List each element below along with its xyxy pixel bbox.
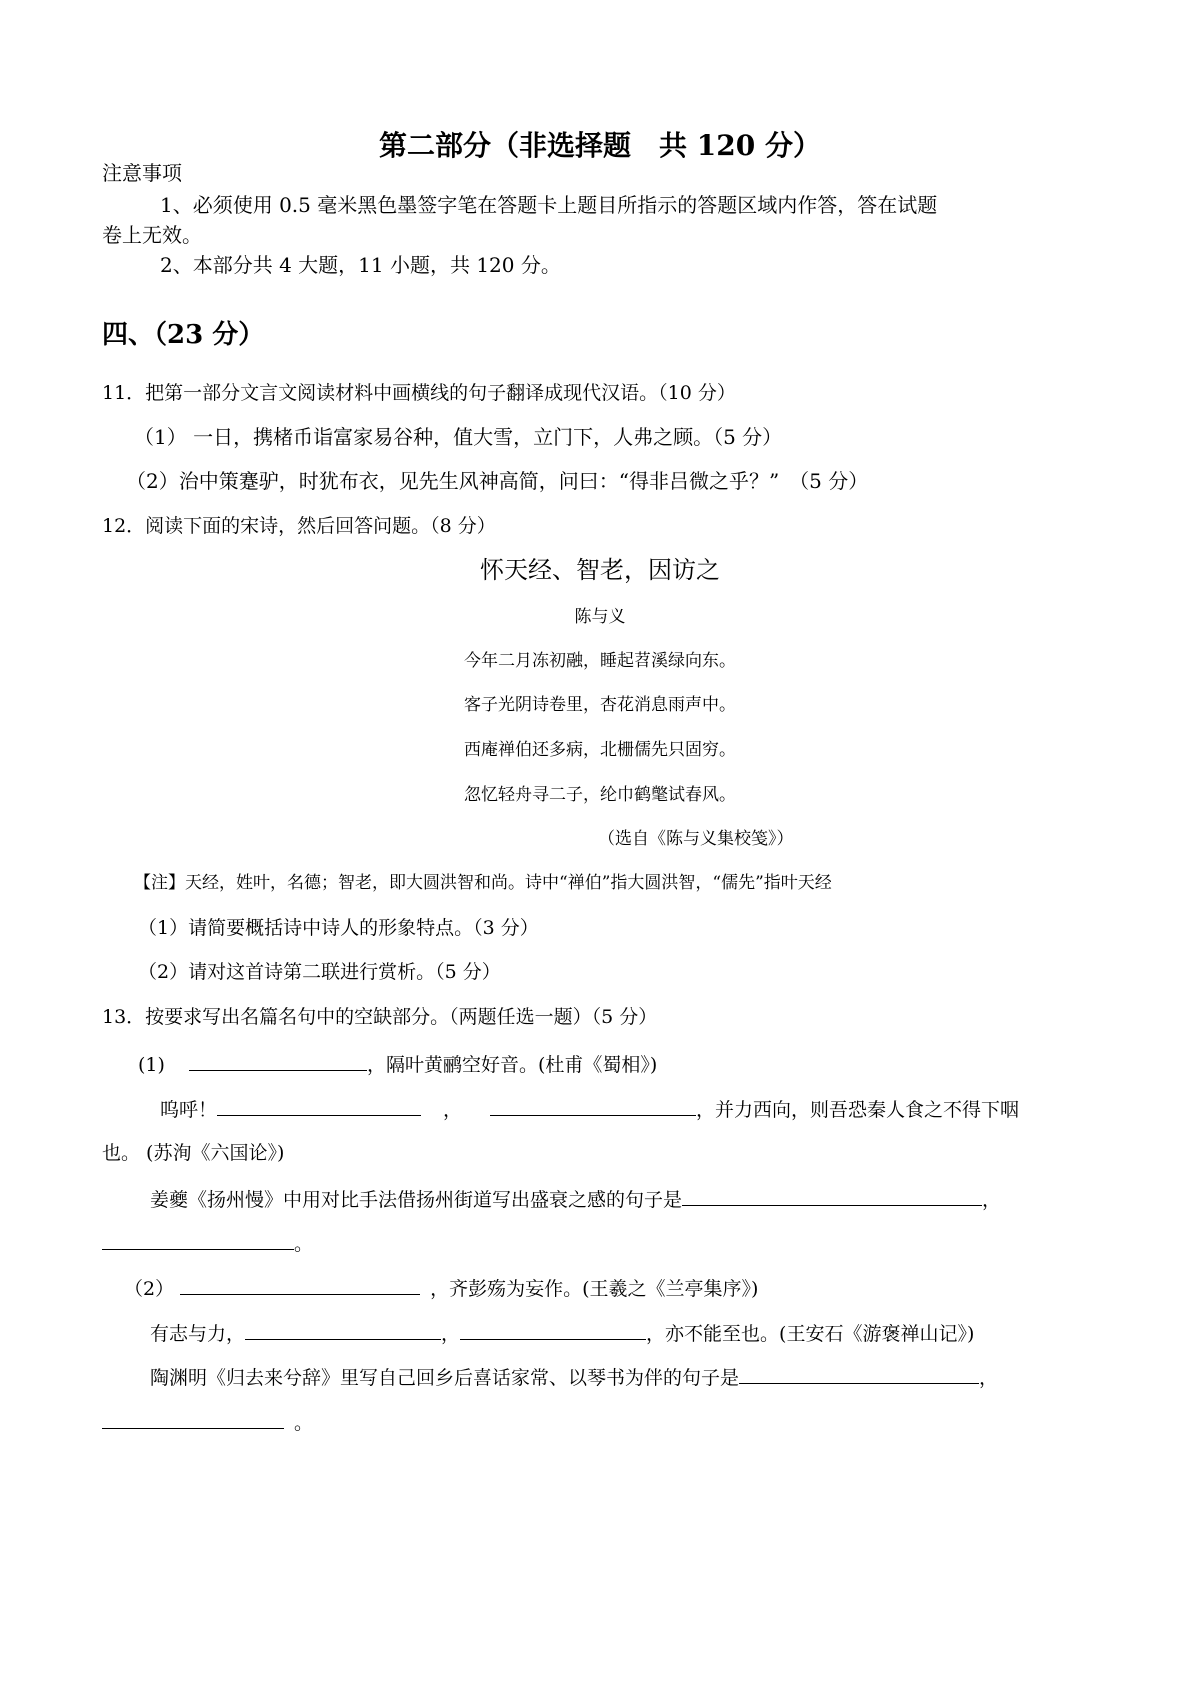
q12-sub-2: （2）请对这首诗第二联进行赏析。（5 分） <box>138 961 501 983</box>
line-text: ，隔叶黄鹂空好音。(杜甫《蜀相》) <box>366 1054 658 1076</box>
q11-item-2: （2）治中策蹇驴，时犹布衣，见先生风神高简，问曰：“得非吕微之乎？” （5 分） <box>126 469 869 493</box>
q13-part1-line-b <box>160 1095 1019 1123</box>
q13-part1-line-a <box>138 1050 657 1078</box>
notice-item-2: 2、本部分共 4 大题，11 小题，共 120 分。 <box>160 253 561 277</box>
line-text: ， <box>982 1189 1002 1211</box>
poem-title: 怀天经、智老，因访之 <box>480 556 720 584</box>
part-label: （2） <box>124 1278 175 1300</box>
answer-blank[interactable] <box>189 1050 367 1071</box>
q12-sub-1: （1）请简要概括诗中诗人的形象特点。（3 分） <box>138 917 539 939</box>
line-text: 陶渊明《归去来兮辞》里写自己回乡后喜话家常、以琴书为伴的句子是 <box>150 1367 740 1389</box>
q13-stem: 13．按要求写出名篇名句中的空缺部分。（两题任选一题）（5 分） <box>102 1006 658 1028</box>
q12-stem: 12．阅读下面的宋诗，然后回答问题。（8 分） <box>102 515 496 537</box>
line-text: 呜呼！ <box>160 1099 218 1121</box>
line-text: ，齐彭殇为妄作。(王羲之《兰亭集序》) <box>430 1278 759 1300</box>
q13-part1-line-c <box>150 1185 1001 1213</box>
poem-line: 西庵禅伯还多病，北栅儒先只固穷。 <box>464 740 736 760</box>
line-text: 。 <box>294 1233 314 1255</box>
poem-note: 【注】天经，姓叶，名德；智老，即大圆洪智和尚。诗中“禅伯”指大圆洪智，“儒先”指叶天经 <box>134 873 832 893</box>
line-text: ， <box>441 1323 461 1345</box>
answer-blank[interactable] <box>460 1319 646 1340</box>
q13-part1-line-b-cont: 也。 (苏洵《六国论》) <box>102 1142 285 1164</box>
line-text: 姜夔《扬州慢》中用对比手法借扬州街道写出盛衰之感的句子是 <box>150 1189 683 1211</box>
q13-part2-line-c <box>150 1363 998 1391</box>
q13-part2-line-c-cont <box>102 1408 313 1436</box>
q11-item-1: （1） 一日，携楮币诣富家易谷种，值大雪，立门下，人弗之顾。（5 分） <box>134 425 783 449</box>
poem-author: 陈与义 <box>574 607 626 627</box>
line-text: ，亦不能至也。(王安石《游褒禅山记》) <box>646 1323 975 1345</box>
poem-source: （选自《陈与义集校笺》） <box>598 829 794 849</box>
answer-blank[interactable] <box>490 1095 696 1116</box>
answer-blank[interactable] <box>102 1229 294 1250</box>
notice-item-1-cont: 卷上无效。 <box>102 223 202 247</box>
answer-blank[interactable] <box>739 1363 979 1384</box>
answer-blank[interactable] <box>245 1319 441 1340</box>
page-title: 第二部分（非选择题 共 120 分） <box>379 129 821 162</box>
line-text: ， <box>979 1367 999 1389</box>
poem-line: 今年二月冻初融，睡起苕溪绿向东。 <box>464 651 736 671</box>
part-label: (1) <box>138 1054 165 1076</box>
notice-item-1: 1、必须使用 0.5 毫米黑色墨签字笔在答题卡上题目所指示的答题区域内作答，答在试题 <box>160 193 938 217</box>
answer-blank[interactable] <box>180 1274 420 1295</box>
line-text: ， <box>443 1099 463 1121</box>
line-text: 。 <box>294 1412 314 1434</box>
line-text: ，并力西向，则吾恐秦人食之不得下咽 <box>696 1099 1020 1121</box>
poem-line: 忽忆轻舟寻二子，纶巾鹤氅试春风。 <box>464 785 736 805</box>
answer-blank[interactable] <box>682 1185 982 1206</box>
section-heading: 四、（23 分） <box>102 320 265 350</box>
q11-stem: 11．把第一部分文言文阅读材料中画横线的句子翻译成现代汉语。（10 分） <box>102 382 736 404</box>
q13-part2-line-b <box>150 1319 974 1347</box>
q13-part2-line-a <box>124 1274 758 1302</box>
answer-blank[interactable] <box>102 1408 284 1429</box>
notice-heading: 注意事项 <box>102 161 182 185</box>
line-text: 有志与力， <box>150 1323 246 1345</box>
q13-part1-line-c-cont <box>102 1229 313 1257</box>
poem-line: 客子光阴诗卷里，杏花消息雨声中。 <box>464 695 736 715</box>
answer-blank[interactable] <box>217 1095 421 1116</box>
